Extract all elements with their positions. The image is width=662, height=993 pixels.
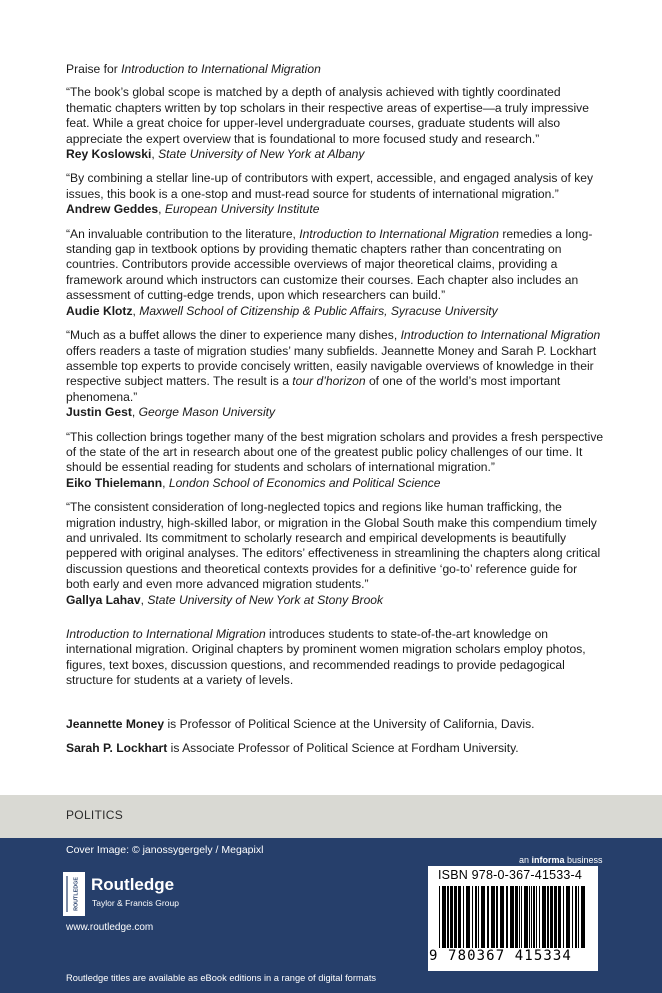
endorser-name: Gallya Lahav bbox=[66, 592, 141, 607]
barcode-bar bbox=[529, 886, 530, 948]
barcode-bar bbox=[524, 886, 528, 948]
barcode-bar bbox=[487, 886, 489, 948]
praise-quote bbox=[66, 171, 604, 217]
barcode-bar bbox=[481, 886, 485, 948]
praise-quote bbox=[66, 85, 604, 162]
barcode-bar bbox=[450, 886, 453, 948]
barcode-bar bbox=[466, 886, 470, 948]
editor-bio: Sarah P. Lockhart is Associate Professor of Political Science at Fordham University. bbox=[66, 741, 519, 755]
barcode-bar bbox=[563, 886, 564, 948]
barcode-bar bbox=[550, 886, 553, 948]
endorser-affiliation: European University Institute bbox=[164, 202, 320, 217]
endorser-affiliation: George Mason University bbox=[138, 405, 276, 420]
quote-text: “Much as a buffet allows the diner to experience many dishes, Introduction to International Migration offers readers a taste of migration studies’ many subfields. Jeannette Money and Sarah P. Lockhart assemble top experts to provide concisely written, easily navigable overviews of knowledge in their respective subject matters. The result is a tour d’horizon of one of the world’s most important phenomena.” bbox=[66, 328, 601, 404]
praise-quote bbox=[66, 500, 604, 608]
informa-tagline: an informa business bbox=[519, 855, 603, 865]
barcode-bar bbox=[454, 886, 457, 948]
barcode-bar bbox=[478, 886, 479, 948]
barcode-bar bbox=[515, 886, 518, 948]
praise-section bbox=[66, 62, 604, 617]
endorser-affiliation: State University of New York at Stony Brook bbox=[147, 592, 384, 607]
publisher-name: Routledge bbox=[91, 875, 175, 894]
quote-text: “The consistent consideration of long-neglected topics and regions like human trafficking, the migration industry, high-skilled labor, or migration in the Global South make this compendium timely and unrivaled. Its commitment to scholarly research and empirical developments is beautifully peppered with original analyses. The editors’ effectiveness in streamlining the chapters along critical discussion questions and theoretical contexts provides for a definitive ‘go-to’ reference guide for both early and even more advanced migration students.” bbox=[66, 500, 601, 592]
barcode-bar bbox=[566, 886, 570, 948]
barcode-bar bbox=[491, 886, 495, 948]
endorser-name: Eiko Thielemann bbox=[66, 475, 163, 490]
barcode-bar bbox=[539, 886, 540, 948]
publisher-group: Taylor & Francis Group bbox=[92, 898, 179, 908]
quote-text: “This collection brings together many of the best migration scholars and provides a fresh perspective of the state of the art in research about one of the greatest public policy challenges of our time. It should be essential reading for students and scholars of international migration.” bbox=[66, 429, 604, 475]
barcode-bar bbox=[531, 886, 532, 948]
barcode-bar bbox=[547, 886, 549, 948]
barcode-bar bbox=[506, 886, 508, 948]
barcode-bar bbox=[542, 886, 546, 948]
endorser-name: Andrew Geddes bbox=[66, 202, 159, 217]
endorser-name: Audie Klotz bbox=[66, 303, 133, 318]
barcode-bar bbox=[578, 886, 579, 948]
endorser-name: Rey Koslowski bbox=[66, 147, 152, 162]
barcode-bar bbox=[533, 886, 535, 948]
praise-heading: Praise for Introduction to International Migration bbox=[66, 62, 321, 76]
quote-attribution: Andrew Geddes, European University Institute bbox=[66, 202, 320, 217]
routledge-spine-icon bbox=[63, 872, 85, 916]
endorser-affiliation: Maxwell School of Citizenship & Public Affairs, Syracuse University bbox=[139, 303, 498, 318]
barcode-bar bbox=[439, 886, 440, 948]
barcode-bar bbox=[558, 886, 561, 948]
barcode-bar bbox=[500, 886, 504, 948]
quote-list bbox=[66, 85, 604, 608]
barcode-bar bbox=[458, 886, 461, 948]
quote-attribution: Eiko Thielemann, London School of Economics and Political Science bbox=[66, 475, 441, 490]
ebook-note: Routledge titles are available as eBook editions in a range of digital formats bbox=[66, 973, 377, 983]
barcode-bar bbox=[575, 886, 577, 948]
editor-bio: Jeannette Money is Professor of Political Science at the University of California, Davis. bbox=[66, 717, 535, 731]
category-band bbox=[0, 795, 662, 838]
praise-quote bbox=[66, 227, 604, 319]
barcode-bar bbox=[463, 886, 464, 948]
quote-attribution: Justin Gest, George Mason University bbox=[66, 405, 276, 420]
publisher-website-link[interactable]: www.routledge.com bbox=[66, 922, 154, 933]
quote-text: “The book’s global scope is matched by a depth of analysis achieved with tightly coordinated thematic chapters written by top scholars in their respective areas of expertise—a truly impressive feat. While a great choice for upper-level undergraduate courses, graduate students will also appreciate the expert overview that is foundational to more focused study and research.” bbox=[66, 85, 589, 146]
quote-attribution: Gallya Lahav, State University of New York at Stony Brook bbox=[66, 592, 384, 607]
book-description: Introduction to International Migration introduces students to state-of-the-art knowledge on international migration. Original chapters by prominent women migration scholars employ photos, figures, text boxes, discussion questions, and recommended readings to provide pedagogical structure for students at a variety of levels. bbox=[66, 627, 586, 688]
barcode-bar bbox=[521, 886, 522, 948]
barcode-bar bbox=[536, 886, 537, 948]
endorser-affiliation: State University of New York at Albany bbox=[158, 147, 365, 162]
barcode-bar bbox=[581, 886, 585, 948]
praise-quote bbox=[66, 430, 604, 492]
barcode-bar bbox=[442, 886, 446, 948]
subject-category: POLITICS bbox=[66, 808, 124, 822]
quote-attribution: Rey Koslowski, State University of New York at Albany bbox=[66, 147, 365, 162]
cover-image-credit: Cover Image: © janossygergely / Megapixl bbox=[66, 844, 264, 856]
barcode-bar bbox=[447, 886, 449, 948]
barcode-bar bbox=[472, 886, 473, 948]
routledge-spine-text: ROUTLEDGE bbox=[73, 877, 80, 911]
quote-text: “By combining a stellar line-up of contributors with expert, accessible, and engaged analysis of key issues, this book is a one-stop and must-read source for students of international migration.” bbox=[66, 171, 594, 201]
barcode-bar bbox=[572, 886, 573, 948]
isbn-label: ISBN 978-0-367-41533-4 bbox=[438, 868, 583, 882]
barcode-bar bbox=[510, 886, 514, 948]
quote-attribution: Audie Klotz, Maxwell School of Citizenship & Public Affairs, Syracuse University bbox=[66, 303, 498, 318]
barcode-bar bbox=[475, 886, 477, 948]
quote-text: “An invaluable contribution to the literature, Introduction to International Migration remedies a long-standing gap in textbook options by providing thematic chapters rather than concentrating on countries. Contributors provide accessible overviews of major theoretical claims, providing a framework around which instructors can customize their courses. Each chapter also includes an assessment of cutting-edge trends, upon which researchers can build.” bbox=[66, 226, 593, 303]
barcode-bar bbox=[519, 886, 520, 948]
barcode-bar bbox=[496, 886, 498, 948]
routledge-logo bbox=[63, 872, 203, 918]
barcode-digits: 9 780367 415334 bbox=[429, 948, 572, 964]
barcode-bar bbox=[554, 886, 557, 948]
barcode-bars bbox=[437, 886, 589, 948]
publisher-footer bbox=[0, 838, 662, 993]
praise-quote bbox=[66, 328, 604, 420]
endorser-name: Justin Gest bbox=[66, 405, 132, 420]
endorser-affiliation: London School of Economics and Political Science bbox=[168, 475, 441, 490]
isbn-barcode bbox=[428, 866, 598, 971]
